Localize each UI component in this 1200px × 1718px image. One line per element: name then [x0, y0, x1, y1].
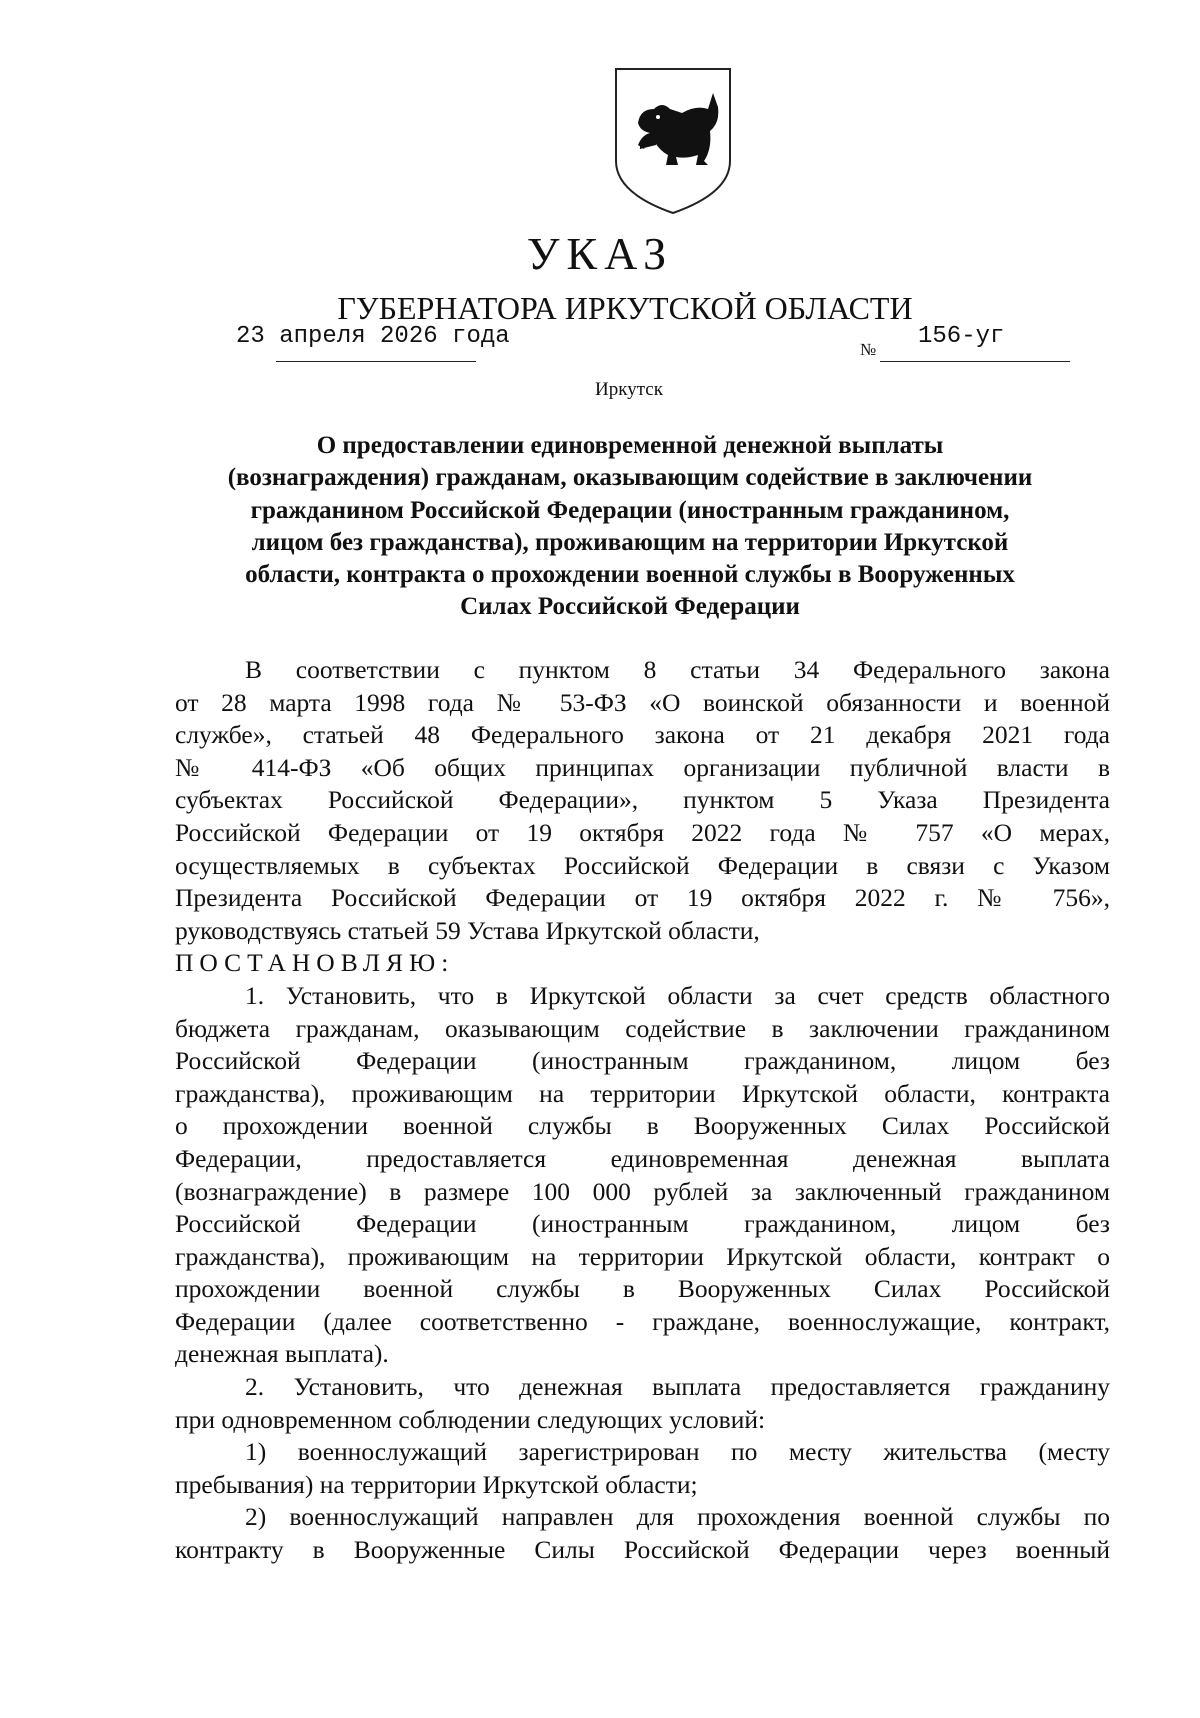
body-line: Федерации, предоставляется единовременная денежная выплата [175, 1143, 1110, 1173]
body-line: руководствуясь статьей 59 Устава Иркутской области, [175, 915, 760, 945]
heading-line: О предоставлении единовременной денежной выплаты [316, 432, 944, 459]
body-line: Российской Федерации от 19 октября 2022 года № 757 «О мерах, [175, 817, 1110, 847]
body-line: Федерации (далее соответственно - граждане, военнослужащие, контракт, [175, 1306, 1110, 1336]
body-line: о прохождении военной службы в Вооруженных Силах Российской [175, 1111, 1110, 1141]
body-line: № 414-ФЗ «Об общих принципах организации публичной власти в [175, 752, 1110, 782]
heading-line: гражданином Российской Федерации (иностранным гражданином, [250, 496, 1010, 524]
body-line: Российской Федерации (иностранным гражданином, лицом без [175, 1209, 1110, 1239]
heading-line: Силах Российской Федерации [460, 593, 800, 621]
body-line: денежная выплата). [175, 1339, 389, 1369]
document-heading [175, 430, 1085, 624]
body-line: от 28 марта 1998 года № 53-ФЗ «О воинской обязанности и военной [175, 687, 1110, 717]
issuer-title: ГУБЕРНАТОРА ИРКУТСКОЙ ОБЛАСТИ [337, 290, 913, 326]
body-line: контракту в Вооруженные Силы Российской Федерации через военный [175, 1535, 1110, 1565]
body-line: Президента Российской Федерации от 19 октября 2022 г. № 756», [175, 883, 1110, 913]
body-line: гражданства), проживающим на территории Иркутской области, контракт о [175, 1241, 1110, 1271]
body-line: бюджета гражданам, оказывающим содействие в заключении гражданином [175, 1013, 1110, 1043]
number-underline [880, 361, 1070, 362]
heading-line: (вознаграждения) гражданам, оказывающим содействие в заключении [227, 464, 1033, 492]
coat-of-arms-icon [610, 65, 736, 217]
body-line: 2) военнослужащий направлен для прохождения военной службы по [245, 1502, 1110, 1532]
document-date: 23 апреля 2026 года [236, 323, 510, 350]
body-line: пребывания) на территории Иркутской области; [175, 1469, 698, 1499]
body-line: субъектах Российской Федерации», пунктом 5 Указа Президента [175, 785, 1110, 815]
body-line: 1. Установить, что в Иркутской области за счет средств областного [245, 980, 1110, 1010]
body-line: Российской Федерации (иностранным гражданином, лицом без [175, 1046, 1110, 1076]
body-line: гражданства), проживающим на территории Иркутской области, контракта [175, 1078, 1110, 1108]
heading-line: лицом без гражданства), проживающим на территории Иркутской [251, 528, 1009, 556]
document-city: Иркутск [595, 379, 663, 400]
body-line: прохождении военной службы в Вооруженных Силах Российской [175, 1274, 1110, 1304]
document-body [175, 654, 1110, 1567]
document-title: УКАЗ [526, 228, 674, 279]
heading-line: области, контракта о прохождении военной службы в Вооруженных [245, 561, 1015, 589]
resolution-word: ПОСТАНОВЛЯЮ: [175, 948, 455, 978]
body-line: В соответствии с пунктом 8 статьи 34 Федерального закона [245, 655, 1110, 684]
document-number: 156-уг [918, 323, 1005, 350]
body-line: 2. Установить, что денежная выплата предоставляется гражданину [245, 1372, 1110, 1402]
body-line: службе», статьей 48 Федерального закона от 21 декабря 2021 года [175, 720, 1110, 750]
body-line: осуществляемых в субъектах Российской Федерации в связи с Указом [175, 850, 1110, 880]
body-line: 1) военнослужащий зарегистрирован по месту жительства (месту [245, 1437, 1110, 1467]
body-line: (вознаграждение) в размере 100 000 рублей за заключенный гражданином [175, 1176, 1110, 1206]
body-line: при одновременном соблюдении следующих условий: [175, 1404, 766, 1434]
date-underline [276, 361, 476, 362]
number-sign: № [860, 340, 877, 359]
